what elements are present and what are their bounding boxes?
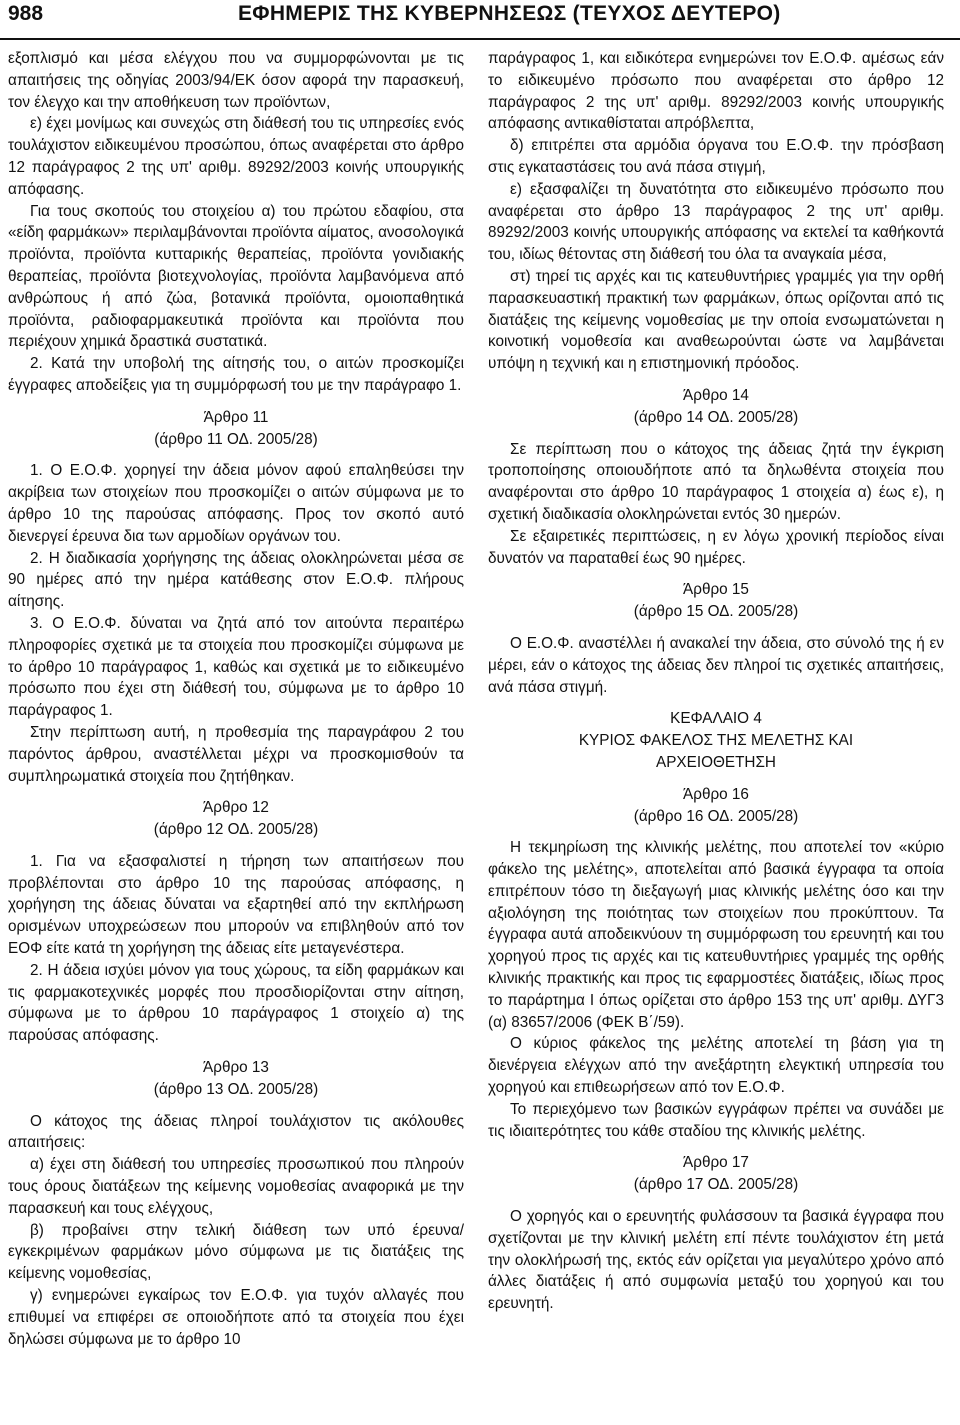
left-column: [8, 48, 464, 1350]
page-header: [0, 0, 960, 40]
paragraph: Ο κύριος φάκελος της μελέτης αποτελεί τη βάση για τη διενέργεια ελέγχων από την ανεξάρτητη ελεγκτική υπηρεσία του χορηγού και επιθεωρήσεων από τον Ε.Ο.Φ.: [488, 1035, 944, 1097]
article-13-reference: (άρθρο 13 ΟΔ. 2005/28): [153, 1080, 319, 1098]
paragraph: Στην περίπτωση αυτή, η προθεσμία της παραγράφου 2 του παρόντος άρθρου, αναστέλλεται μέχρι να προσκομισθούν τα συμπληρωματικά στοιχεία που ζητήθηκαν.: [8, 723, 464, 785]
chapter-title-line-2: ΑΡΧΕΙΟΘΕΤΗΣΗ: [656, 753, 776, 771]
paragraph: Σε εξαιρετικές περιπτώσεις, η εν λόγω χρονική περίοδος είναι δυνατόν να παραταθεί έως 90 ημέρες.: [488, 527, 944, 567]
paragraph: 3. Ο Ε.Ο.Φ. δύναται να ζητά από τον αιτούντα περαιτέρω πληροφορίες σχετικά με τα στοιχεία που προσκομίζει σύμφωνα με το άρθρο 10 παράγραφος 1, καθώς και σχετικά με το ειδικευμένο πρόσωπο που έχει στη διάθεσή του, σύμφωνα με το άρθρο 10 παράγραφος 1.: [8, 614, 464, 720]
paragraph: Για τους σκοπούς του στοιχείου α) του πρώτου εδαφίου, στα «είδη φαρμάκων» περιλαμβάνονται προϊόντα αίματος, ανοσολογικά προϊόντα, προϊόντα κυτταρικής θεραπείας, προϊόντα γονιδιακής θεραπείας, προϊόντα βιοτεχνολογίας, προϊόντα λαμβανόμενα από ανθρώπους ή από ζώα, βοτανικά προϊόντα, ομοιοπαθητικά προϊόντα, ραδιοφαρμακευτικά προϊόντα και προϊόντα που περιέχουν χημικά δραστικά συστατικά.: [8, 202, 464, 351]
chapter-label: ΚΕΦΑΛΑΙΟ 4: [670, 710, 762, 728]
page-number: 988: [8, 2, 44, 25]
paragraph: Σε περίπτωση που ο κάτοχος της άδειας ζητά την έγκριση τροποποίησης οποιουδήποτε από τα δηλωθέντα στοιχεία που αναφέρονται στο άρθρο 10 παράγραφος 1 στοιχεία α) έως ε), η σχετική διαδικασία ολοκληρώνεται εντός 30 ημερών.: [488, 440, 944, 523]
paragraph: ε) εξασφαλίζει τη δυνατότητα στο ειδικευμένο πρόσωπο που αναφέρεται στο άρθρο 13 παράγραφος 2 της υπ' αριθμ. 89292/2003 κοινής υπουργικής απόφασης να εκτελεί τα καθήκοντά του, ιδίως θέτοντας στη διάθεσή του όλα τα αναγκαία μέσα,: [488, 180, 944, 264]
article-16-title: Άρθρο 16: [683, 785, 749, 803]
article-14-title: Άρθρο 14: [683, 386, 749, 404]
paragraph: παράγραφος 1, και ειδικότερα ενημερώνει τον Ε.Ο.Φ. αμέσως εάν το ειδικευμένο πρόσωπο που αναφέρεται στο άρθρο 12 παράγραφος 2 της υπ' αριθμ. 89292/2003 κοινής υπουργικής απόφασης αντικαθίσταται απρόβλεπτα,: [488, 50, 944, 133]
journal-title: ΕΦΗΜΕΡΙΣ ΤΗΣ ΚΥΒΕΡΝΗΣΕΩΣ (ΤΕΥΧΟΣ ΔΕΥΤΕΡΟ): [238, 2, 781, 25]
paragraph: Ο Ε.Ο.Φ. αναστέλλει ή ανακαλεί την άδεια, στο σύνολό της ή εν μέρει, εάν ο κάτοχος της άδειας δεν πληροί τις σχετικές απαιτήσεις, ανά πάσα στιγμή.: [488, 634, 944, 696]
article-17-title: Άρθρο 17: [683, 1154, 749, 1172]
paragraph: ε) έχει μονίμως και συνεχώς στη διάθεσή του τις υπηρεσίες ενός τουλάχιστον ειδικευμένου προσώπου, όπως αναφέρεται στο άρθρο 12 παράγραφος 2 της υπ' αριθμ. 89292/2003 κοινής υπουργικής απόφασης.: [8, 115, 464, 198]
paragraph: γ) ενημερώνει εγκαίρως τον Ε.Ο.Φ. για τυχόν αλλαγές που επιθυμεί να επιφέρει σε οποιοδήποτε από τα στοιχεία που έχει δηλώσει σύμφωνα με το άρθρο 10: [8, 1287, 464, 1348]
article-15-title: Άρθρο 15: [683, 581, 749, 599]
article-17-reference: (άρθρο 17 ΟΔ. 2005/28): [633, 1176, 799, 1194]
paragraph: δ) επιτρέπει στα αρμόδια όργανα του Ε.Ο.Φ. την πρόσβαση στις εγκαταστάσεις του ανά πάσα στιγμή,: [488, 137, 944, 176]
paragraph: 1. Ο Ε.Ο.Φ. χορηγεί την άδεια μόνον αφού επαληθεύσει την ακρίβεια των στοιχείων που προσκομίζει ο αιτών σύμφωνα με το άρθρο 10 της παρούσας απόφασης. Προς τον σκοπό αυτό διενεργεί έρευνα δια των αρμοδίων οργάνων του.: [8, 462, 464, 545]
right-column: [488, 48, 944, 1315]
article-13-title: Άρθρο 13: [203, 1059, 269, 1077]
article-14-reference: (άρθρο 14 ΟΔ. 2005/28): [633, 408, 799, 426]
paragraph: Ο χορηγός και ο ερευνητής φυλάσσουν τα βασικά έγγραφα που σχετίζονται με την κλινική μελέτη επί πέντε τουλάχιστον έτη μετά την ολοκλήρωσή της, εκτός εάν ορίζεται για μεγαλύτερο χρόνο από άλλες διατάξεις ή από συμφωνία μεταξύ του χορηγού και του ερευνητή.: [488, 1208, 944, 1313]
paragraph: β) προβαίνει στην τελική διάθεση των υπό έρευνα/ εγκεκριμένων φαρμάκων μόνο σύμφωνα με τις διατάξεις της κείμενης νομοθεσίας,: [8, 1221, 464, 1283]
paragraph: 2. Η διαδικασία χορήγησης της άδειας ολοκληρώνεται μέσα σε 90 ημέρες από την ημέρα κατάθεσης στον Ε.Ο.Φ. πλήρους αίτησης.: [8, 549, 464, 611]
paragraph: Η τεκμηρίωση της κλινικής μελέτης, που αποτελεί τον «κύριο φάκελο της μελέτης», αποτελείται από βασικά έγγραφα τα οποία επιτρέπουν τόσο τη διεξαγωγή μιας κλινικής μελέτης όσο και την αξιολόγηση της ποιότητας των στοιχείων που προκύπτουν. Τα έγγραφα αυτά αποδεικνύουν τη συμμόρφωση του ερευνητή και του χορηγού προς τις αρχές και τις κατευθυντήριες γραμμές της ορθής κλινικής πρακτικής και προς τις εφαρμοστέες διατάξεις, ιδίως προς το παράρτημα Ι όπως ορίζεται στο άρθρο 153 της υπ' αριθμ. ΔΥΓ3 (α) 83657/2006 (ΦΕΚ Β΄/59).: [488, 839, 944, 1031]
chapter-title-line-1: ΚΥΡΙΟΣ ΦΑΚΕΛΟΣ ΤΗΣ ΜΕΛΕΤΗΣ ΚΑΙ: [578, 732, 854, 750]
article-15-reference: (άρθρο 15 ΟΔ. 2005/28): [633, 603, 799, 621]
paragraph: εξοπλισμό και μέσα ελέγχου που να συμμορφώνονται με τις απαιτήσεις της οδηγίας 2003/94/ΕΚ όσον αφορά την παρασκευή, τον έλεγχο και την αποθήκευση των προϊόντων,: [8, 50, 464, 111]
article-11-title: Άρθρο 11: [203, 408, 269, 426]
article-11-reference: (άρθρο 11 ΟΔ. 2005/28): [154, 430, 318, 448]
paragraph: Ο κάτοχος της άδειας πληροί τουλάχιστον τις ακόλουθες απαιτήσεις:: [8, 1112, 464, 1152]
paragraph: στ) τηρεί τις αρχές και τις κατευθυντήριες γραμμές για την ορθή παρασκευαστική πρακτική των φαρμάκων, όπως ορίζονται από τις διατάξεις της κείμενης νομοθεσίας με την οποία ενσωματώνεται η κοινοτική νομοθεσία και αναθεωρούνται ώστε να λαμβάνεται υπόψη η τεχνική και η επιστημονική πρόοδος.: [488, 267, 944, 373]
article-16-reference: (άρθρο 16 ΟΔ. 2005/28): [633, 807, 799, 825]
article-12-reference: (άρθρο 12 ΟΔ. 2005/28): [153, 821, 319, 839]
paragraph: Το περιεχόμενο των βασικών εγγράφων πρέπει να συνάδει με τις ιδιαιτερότητες του κάθε σταδίου της κλινικής μελέτης.: [488, 1100, 944, 1140]
paragraph: 2. Κατά την υποβολή της αίτησής του, ο αιτών προσκομίζει έγγραφες αποδείξεις για τη συμμόρφωσή του με την παράγραφο 1.: [8, 355, 464, 394]
article-12-title: Άρθρο 12: [203, 799, 269, 817]
paragraph: 1. Για να εξασφαλιστεί η τήρηση των απαιτήσεων που προβλέπονται στο άρθρο 10 της παρούσας απόφασης, η χορήγηση της άδειας δύναται να εξαρτηθεί από την εκπλήρωση ορισμένων υποχρεώσεων που μπορούν να επιβληθούν από τον ΕΟΦ είτε κατά τη χορήγηση της άδειας είτε μεταγενέστερα.: [8, 852, 464, 958]
paragraph: α) έχει στη διάθεσή του υπηρεσίες προσωπικού που πληρούν τους όρους διατάξεων της κείμενης νομοθεσίας αναφορικά με την παρασκευή και τους ελέγχους,: [8, 1156, 464, 1217]
paragraph: 2. Η άδεια ισχύει μόνον για τους χώρους, τα είδη φαρμάκων και τις φαρμακοτεχνικές μορφές που προσδιορίζονται στην αίτηση, σύμφωνα με το άρθρου 10 παράγραφος 1 στοιχείο α) της παρούσας απόφασης.: [8, 961, 464, 1045]
